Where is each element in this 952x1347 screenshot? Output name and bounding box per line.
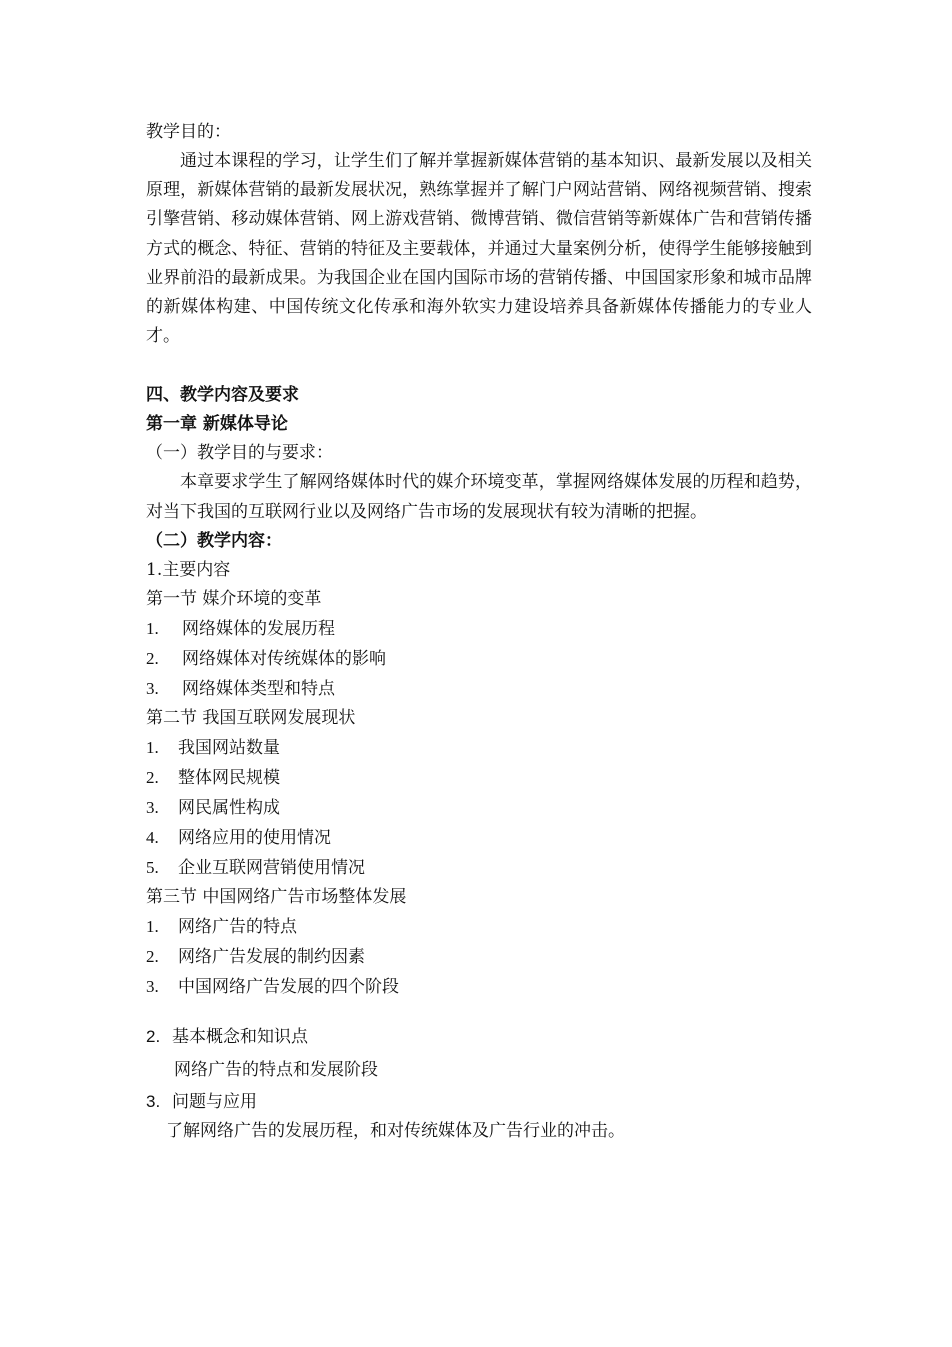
section-1 <box>146 585 812 704</box>
section-title: 第一节 媒介环境的变革 <box>146 588 322 609</box>
list-item: 1. 网络媒体的发展历程 <box>146 618 335 639</box>
section-title: 第二节 我国互联网发展现状 <box>146 707 356 728</box>
application-heading: 3. 问题与应用 <box>146 1091 257 1112</box>
document-page <box>146 118 812 1146</box>
main-content-label: 1.主要内容 <box>146 559 231 580</box>
list-item: 5. 企业互联网营销使用情况 <box>146 857 365 878</box>
list-item: 2. 整体网民规模 <box>146 767 280 788</box>
content-heading: （二）教学内容： <box>146 530 282 551</box>
concepts-heading: 2. 基本概念和知识点 <box>146 1026 308 1047</box>
list-item: 2. 网络广告发展的制约因素 <box>146 946 365 967</box>
section-3 <box>146 883 812 1002</box>
section-four-heading: 四、教学内容及要求 <box>146 385 299 406</box>
list-item: 3. 网络媒体类型和特点 <box>146 678 335 699</box>
aims-heading: （一）教学目的与要求： <box>146 443 333 464</box>
list-item: 1. 网络广告的特点 <box>146 916 297 937</box>
objective-heading: 教学目的： <box>146 122 231 142</box>
list-item: 3. 网民属性构成 <box>146 797 280 818</box>
list-item: 3. 中国网络广告发展的四个阶段 <box>146 976 399 997</box>
objective-paragraph: 通过本课程的学习，让学生们了解并掌握新媒体营销的基本知识、最新发展以及相关原理，新媒体营销的最新发展状况，熟练掌握并了解门户网站营销、网络视频营销、搜索引擎营销、移动媒体营销、网上游戏营销、微博营销、微信营销等新媒体广告和营销传播方式的概念、特征、营销的特征及主要载体，并通过大量案例分析，使得学生能够接触到业界前沿的最新成果。为我国企业在国内国际市场的营销传播、中国国家形象和城市品牌的新媒体构建、中国传统文化传承和海外软实力建设培养具备新媒体传播能力的专业人才。 <box>146 151 812 347</box>
application-text: 了解网络广告的发展历程，和对传统媒体及广告行业的冲击。 <box>166 1120 625 1141</box>
aims-paragraph: 本章要求学生了解网络媒体时代的媒介环境变革，掌握网络媒体发展的历程和趋势，对当下我国的互联网行业以及网络广告市场的发展现状有较为清晰的把握。 <box>146 472 812 522</box>
list-item: 2. 网络媒体对传统媒体的影响 <box>146 648 386 669</box>
section-title: 第三节 中国网络广告市场整体发展 <box>146 886 407 907</box>
section-2 <box>146 704 812 883</box>
chapter-title: 第一章 新媒体导论 <box>146 414 288 435</box>
list-item: 1. 我国网站数量 <box>146 737 280 758</box>
concepts-text: 网络广告的特点和发展阶段 <box>174 1059 378 1080</box>
list-item: 4. 网络应用的使用情况 <box>146 827 331 848</box>
